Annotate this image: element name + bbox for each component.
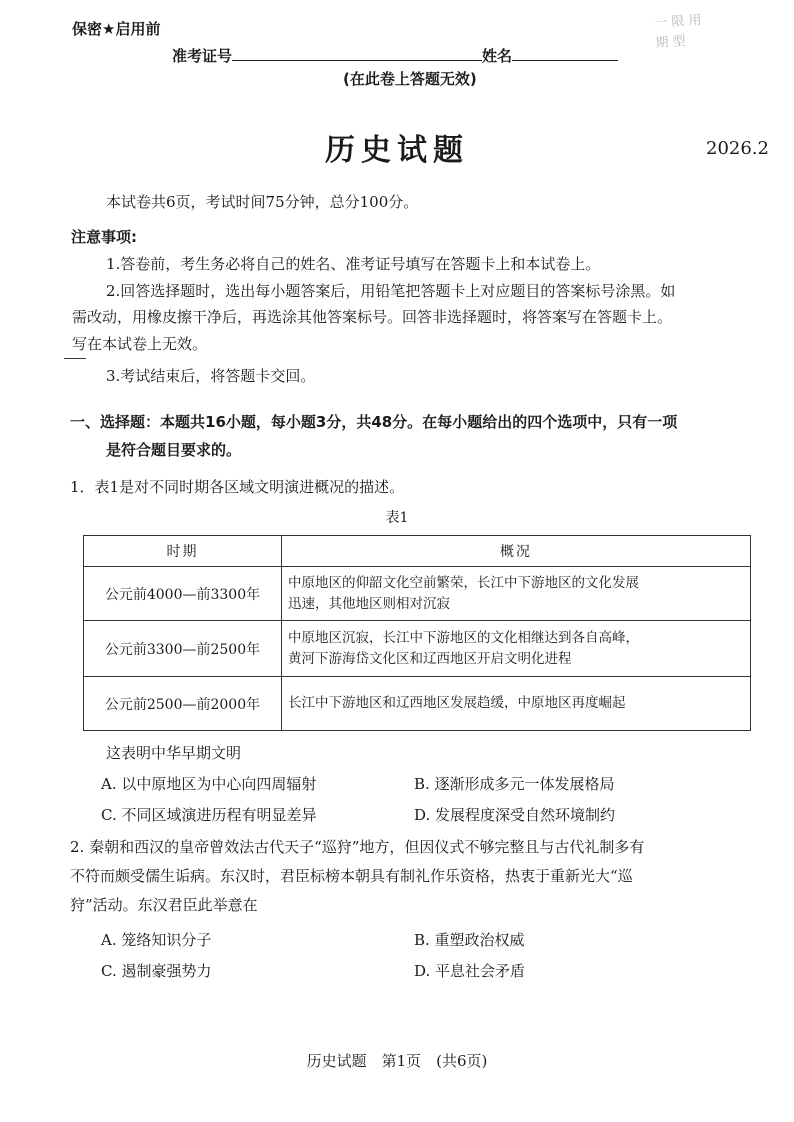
margin-dash <box>64 358 86 359</box>
table-row <box>84 677 751 731</box>
summary-line: 中原地区沉寂，长江中下游地区的文化相继达到各自高峰， <box>288 629 639 646</box>
q2-stem-line-2: 不符而颇受儒生诟病。东汉时，君臣标榜本朝具有制礼作乐资格，热衷于重新光大“巡 <box>70 867 633 885</box>
exam-id-row <box>172 45 618 66</box>
summary-line: 中原地区的仰韶文化空前繁荣，长江中下游地区的文化发展 <box>288 574 639 591</box>
q1-option-d: D. 发展程度深受自然环境制约 <box>414 806 616 824</box>
section-heading-line-2: 是符合题目要求的。 <box>106 441 242 459</box>
summary-line: 长江中下游地区和辽西地区发展趋缓，中原地区再度崛起 <box>288 695 626 711</box>
header-summary: 概况 <box>282 536 751 567</box>
q1-question: 这表明中华早期文明 <box>106 744 242 762</box>
q1-option-c: C. 不同区域演进历程有明显差异 <box>101 806 317 824</box>
note-item-2-line-2: 需改动，用橡皮擦干净后，再选涂其他答案标号。回答非选择题时，将答案写在答题卡上。 <box>72 308 673 326</box>
q1-stem: 1．表1是对不同时期各区域文明演进概况的描述。 <box>70 478 405 496</box>
q2-option-d: D. 平息社会矛盾 <box>414 962 526 980</box>
row-period: 公元前4000—前3300年 <box>84 567 282 621</box>
table-caption: 表1 <box>385 510 409 526</box>
table-row <box>84 567 751 621</box>
q2-option-c: C. 遏制豪强势力 <box>101 962 212 980</box>
q2-option-a: A. 笼络知识分子 <box>101 931 212 949</box>
faded-stamp: 一 限 用 期 型 <box>653 12 702 52</box>
summary-line: 迅速，其他地区则相对沉寂 <box>288 595 450 612</box>
name-blank <box>512 46 618 61</box>
row-summary <box>282 567 751 621</box>
page-footer: 历史试题 第1页 (共6页) <box>306 1052 488 1070</box>
exam-id-label: 准考证号 <box>172 47 233 65</box>
exam-id-blank <box>232 46 482 61</box>
q2-stem-line-1: 2. 秦朝和西汉的皇帝曾效法古代天子“巡狩”地方，但因仪式不够完整且与古代礼制多有 <box>70 838 645 856</box>
q1-option-b: B. 逐渐形成多元一体发展格局 <box>414 775 615 793</box>
page-title: 历史试题 <box>325 133 469 168</box>
name-label: 姓名 <box>482 47 513 65</box>
header-period: 时期 <box>84 536 282 567</box>
row-summary <box>282 621 751 677</box>
intro-text: 本试卷共6页，考试时间75分钟，总分100分。 <box>106 193 419 211</box>
q2-option-b: B. 重塑政治权威 <box>414 931 525 949</box>
note-item-3: 3.考试结束后，将答题卡交回。 <box>106 367 316 385</box>
row-summary <box>282 677 751 731</box>
table-header-row <box>84 536 751 567</box>
row-period: 公元前2500—前2000年 <box>84 677 282 731</box>
invalid-note: (在此卷上答题无效) <box>343 70 477 88</box>
row-period: 公元前3300—前2500年 <box>84 621 282 677</box>
note-item-1: 1.答卷前，考生务必将自己的姓名、准考证号填写在答题卡上和本试卷上。 <box>106 255 601 273</box>
note-item-2-line-3: 写在本试卷上无效。 <box>72 335 208 353</box>
note-item-2-line-1: 2.回答选择题时，选出每小题答案后，用铅笔把答题卡上对应题目的答案标号涂黑。如 <box>106 282 676 300</box>
section-heading-line-1: 一、选择题：本题共16小题，每小题3分，共48分。在每小题给出的四个选项中，只有一项 <box>70 413 678 431</box>
table-row <box>84 621 751 677</box>
notes-heading: 注意事项: <box>71 228 137 246</box>
confidential-label: 保密★启用前 <box>72 20 161 38</box>
exam-date: 2026.2 <box>706 138 769 159</box>
q2-stem-line-3: 狩”活动。东汉君臣此举意在 <box>70 896 258 914</box>
summary-line: 黄河下游海岱文化区和辽西地区开启文明化进程 <box>288 650 572 667</box>
q1-option-a: A. 以中原地区为中心向四周辐射 <box>101 775 317 793</box>
civilization-table <box>83 535 751 731</box>
